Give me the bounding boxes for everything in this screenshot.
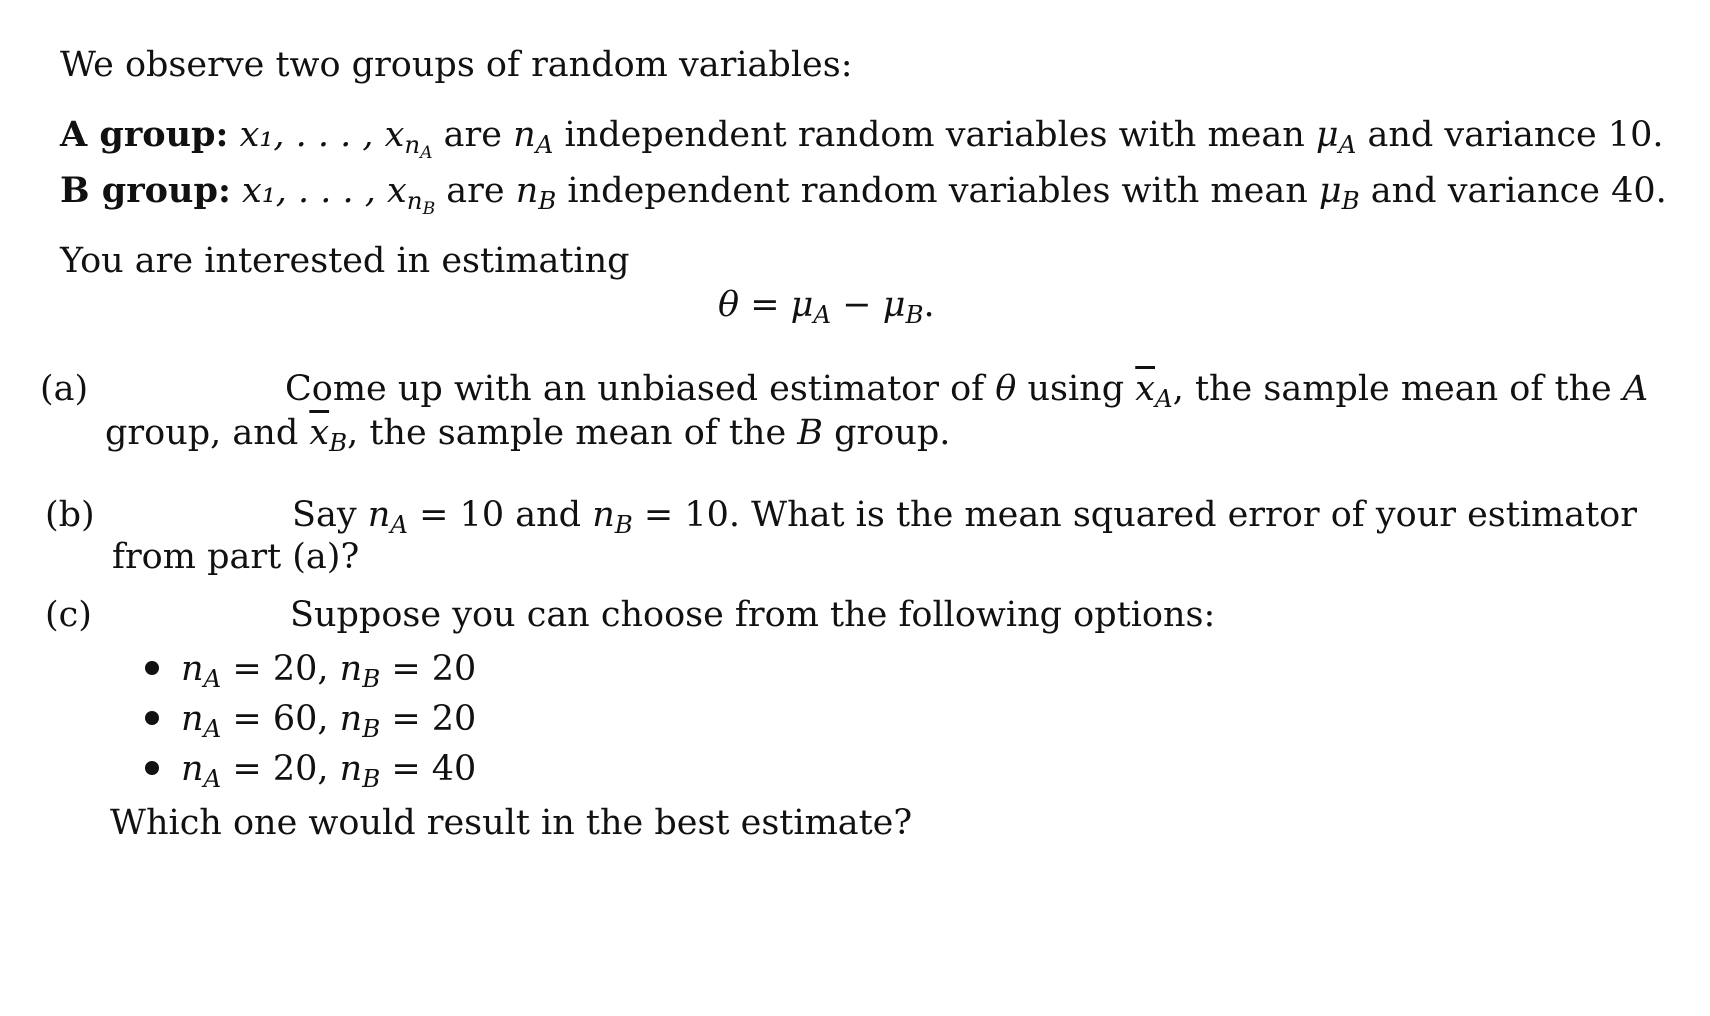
- bullet-icon: [145, 661, 159, 675]
- part-b-line1: Say $n_A = 10$ and $n_B = 10$. What is the mean squared error of your estimator: [292, 495, 1637, 539]
- option-item: $n_A = 20$, $n_B = 40$: [145, 748, 476, 790]
- option-item: $n_A = 60$, $n_B = 20$: [145, 698, 476, 740]
- group-a-label: A group:: [60, 114, 229, 155]
- bullet-icon: [145, 711, 159, 725]
- part-c-line1: Suppose you can choose from the following options:: [290, 595, 1216, 635]
- group-b-vars: x₁, . . . , $x_{n_B}$: [242, 171, 436, 219]
- part-b-line2: from part (a)?: [112, 537, 360, 577]
- part-b-label: (b): [45, 495, 95, 535]
- part-a-label: (a): [40, 369, 89, 409]
- part-c-label: (c): [45, 595, 92, 635]
- group-a-vars: x₁, . . . , $x_{n_A}$: [239, 115, 433, 163]
- part-a-line1: Come up with an unbiased estimator of θ using $\overline{x}_A$, the sample mean of the A: [285, 369, 1649, 413]
- theta-equation: $\theta = \mu_A - \mu_B$.: [718, 285, 935, 329]
- part-a-line2: group, and $\overline{x}_B$, the sample mean of the B group.: [105, 413, 951, 457]
- part-c-question: Which one would result in the best estimate?: [110, 803, 913, 843]
- option-item: $n_A = 20$, $n_B = 20$: [145, 648, 476, 690]
- interest-text: You are interested in estimating: [60, 241, 630, 281]
- bullet-icon: [145, 761, 159, 775]
- group-b-line: B group: x₁, . . . , $x_{n_B}$ are $n_B$ independent random variables with mean $\mu_B$ and variance 40.: [60, 170, 1667, 219]
- intro-text: We observe two groups of random variables:: [60, 45, 853, 85]
- group-b-label: B group:: [60, 170, 231, 211]
- group-a-line: A group: x₁, . . . , $x_{n_A}$ are $n_A$ independent random variables with mean $\mu_A$ and variance 10.: [60, 114, 1664, 163]
